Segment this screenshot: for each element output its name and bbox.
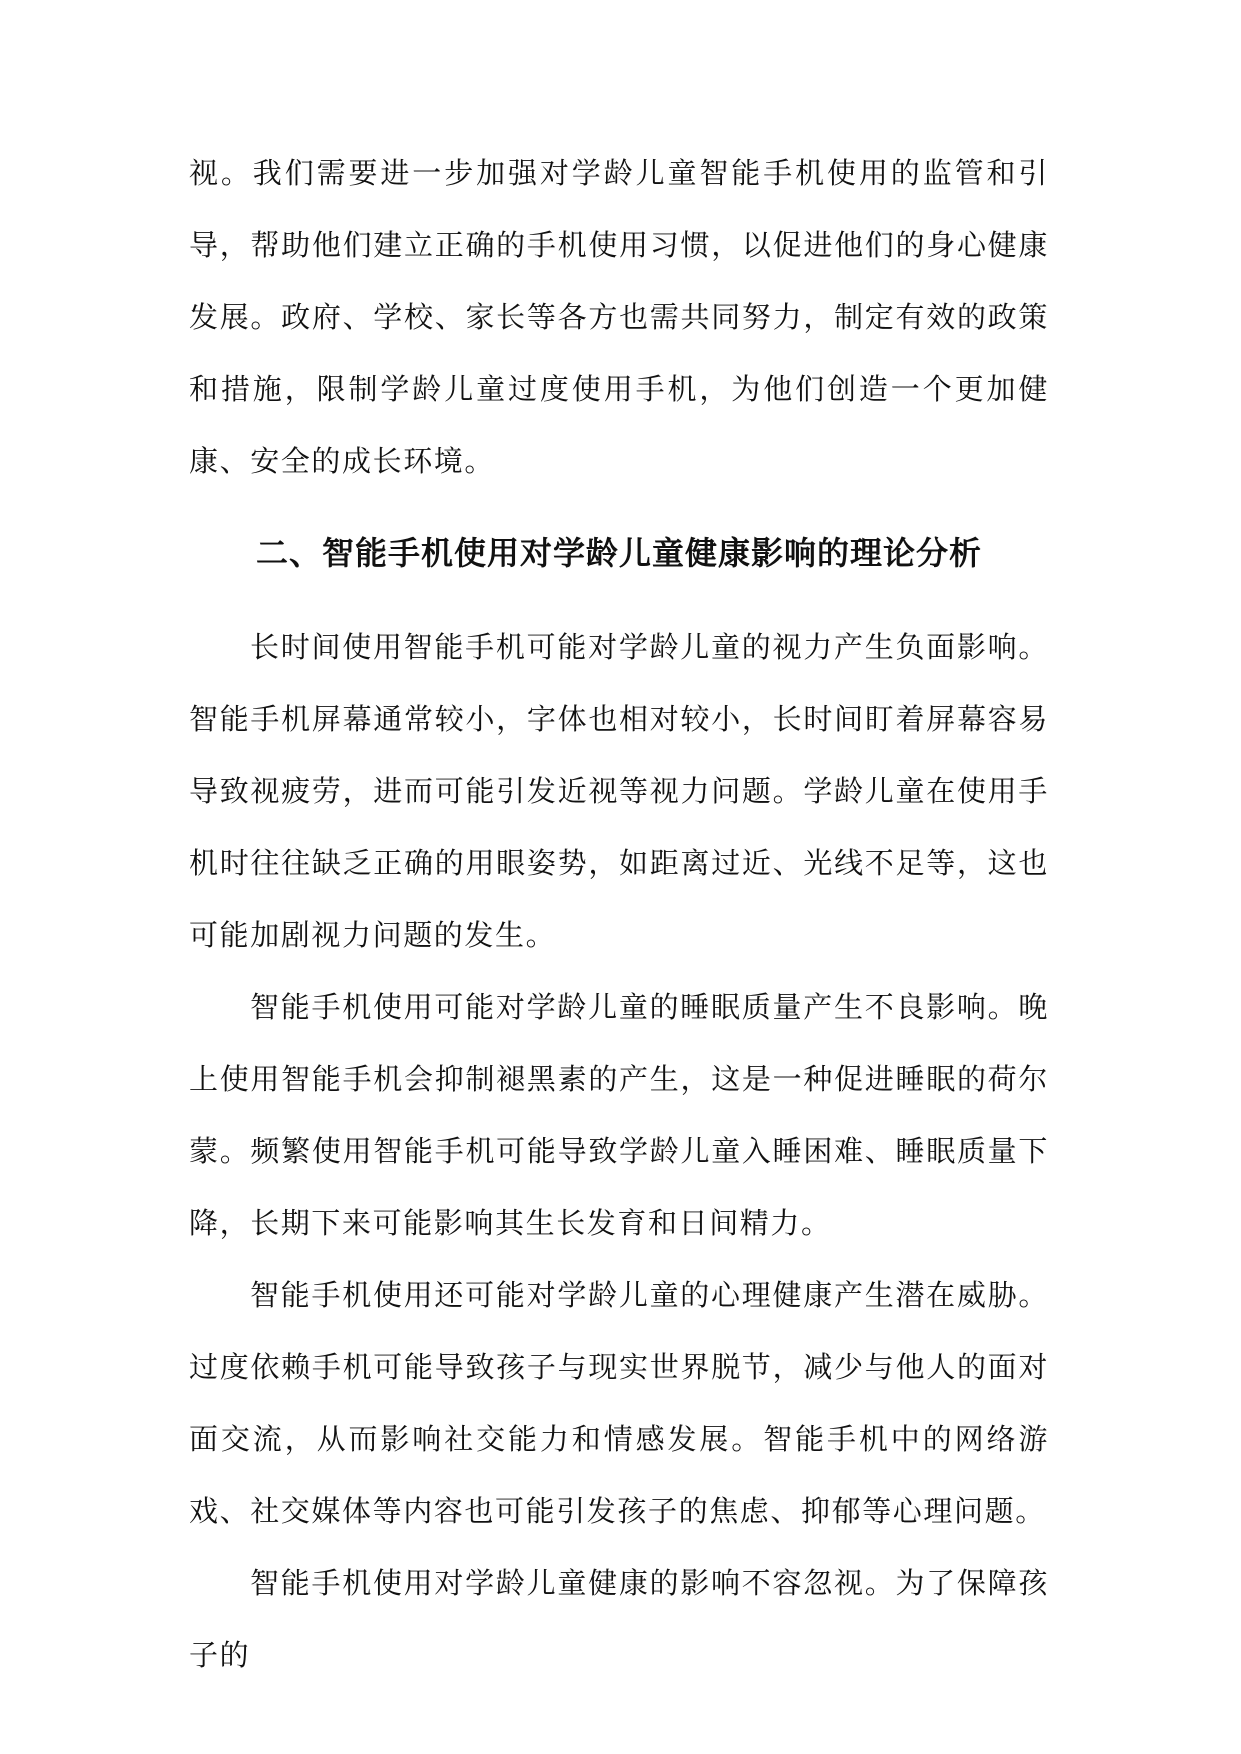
paragraph-mental-health: 智能手机使用还可能对学龄儿童的心理健康产生潜在威胁。过度依赖手机可能导致孩子与现实世界脱节，减少与他人的面对面交流，从而影响社交能力和情感发展。智能手机中的网络游戏、社交媒体等内容也可能引发孩子的焦虑、抑郁等心理问题。 bbox=[189, 1278, 1049, 1528]
paragraph-conclusion: 智能手机使用对学龄儿童健康的影响不容忽视。为了保障孩子的 bbox=[189, 1566, 1049, 1672]
document-body bbox=[189, 137, 1049, 1691]
section-heading: 二、智能手机使用对学龄儿童健康影响的理论分析 bbox=[255, 534, 982, 572]
paragraph-continuation: 视。我们需要进一步加强对学龄儿童智能手机使用的监管和引导，帮助他们建立正确的手机使用习惯，以促进他们的身心健康发展。政府、学校、家长等各方也需共同努力，制定有效的政策和措施，限制学龄儿童过度使用手机，为他们创造一个更加健康、安全的成长环境。 bbox=[189, 156, 1049, 478]
paragraph-sleep: 智能手机使用可能对学龄儿童的睡眠质量产生不良影响。晚上使用智能手机会抑制褪黑素的产生，这是一种促进睡眠的荷尔蒙。频繁使用智能手机可能导致学龄儿童入睡困难、睡眠质量下降，长期下来可能影响其生长发育和日间精力。 bbox=[189, 990, 1049, 1240]
paragraph-vision: 长时间使用智能手机可能对学龄儿童的视力产生负面影响。智能手机屏幕通常较小，字体也相对较小，长时间盯着屏幕容易导致视疲劳，进而可能引发近视等视力问题。学龄儿童在使用手机时往往缺乏正确的用眼姿势，如距离过近、光线不足等，这也可能加剧视力问题的发生。 bbox=[189, 630, 1049, 952]
